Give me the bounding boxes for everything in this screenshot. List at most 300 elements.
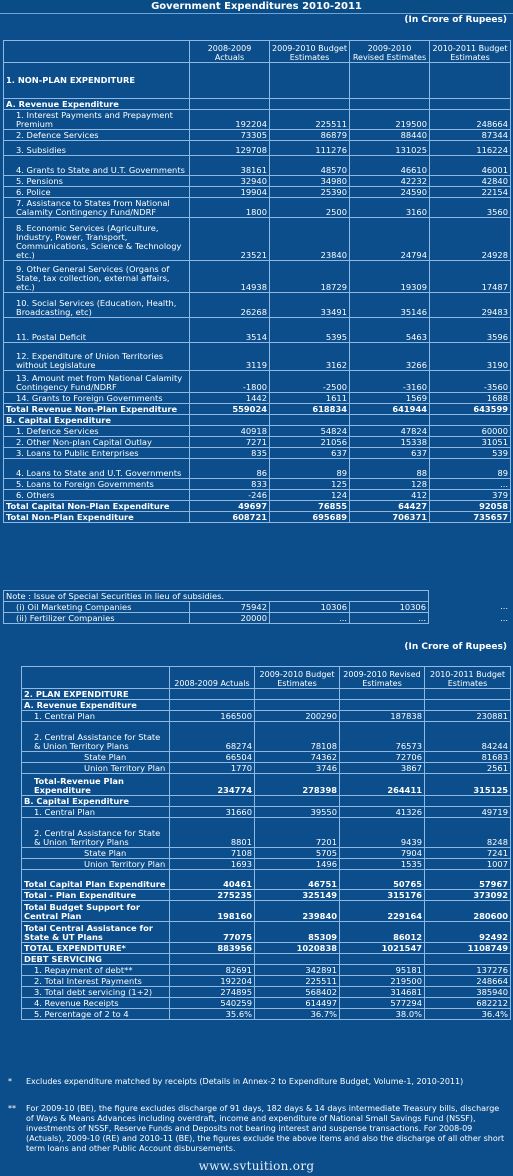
- table-row: [22, 976, 511, 987]
- cell-value: 614497: [255, 998, 340, 1009]
- cell-value: 92492: [425, 922, 511, 943]
- cell-value: 89: [270, 459, 350, 479]
- cell-value: 15338: [350, 437, 430, 448]
- cell-value: 192204: [170, 976, 255, 987]
- cell-value: 1611: [270, 393, 350, 404]
- cell-value: [255, 796, 340, 807]
- cell-value: 9439: [340, 818, 425, 848]
- cell-value: 48570: [270, 156, 350, 176]
- row-label: 2. Defence Services: [4, 130, 190, 141]
- cell-value: 385940: [425, 987, 511, 998]
- cell-value: 36.7%: [255, 1009, 340, 1020]
- cell-value: 637: [270, 448, 350, 459]
- cell-value: 42840: [430, 176, 511, 187]
- table-row: [4, 343, 511, 371]
- cell-value: 74362: [255, 752, 340, 763]
- row-label: 4. Revenue Receipts: [22, 998, 170, 1009]
- table-row: [22, 922, 511, 943]
- cell-value: 57967: [425, 870, 511, 890]
- footnote-double-star: [8, 1104, 508, 1154]
- row-label: TOTAL EXPENDITURE*: [22, 943, 170, 954]
- table-row: [22, 763, 511, 774]
- cell-value: 66504: [170, 752, 255, 763]
- cell-value: 5705: [255, 848, 340, 859]
- cell-value: 5463: [350, 318, 430, 343]
- cell-value: 229164: [340, 901, 425, 922]
- table-row: [22, 987, 511, 998]
- cell-value: 29483: [430, 293, 511, 318]
- cell-value: 3596: [430, 318, 511, 343]
- cell-value: 682212: [425, 998, 511, 1009]
- cell-value: [425, 689, 511, 700]
- row-label: 8. Economic Services (Agriculture, Industry, Power, Transport, Communications, Science & Technology etc.): [4, 218, 190, 261]
- cell-value: 35146: [350, 293, 430, 318]
- row-label: (i) Oil Marketing Companies: [4, 602, 190, 613]
- cell-value: [340, 700, 425, 711]
- cell-value: 77075: [170, 922, 255, 943]
- col-header-be-2010: 2010-2011 Budget Estimates: [425, 667, 511, 689]
- cell-value: 219500: [350, 110, 430, 130]
- cell-value: 19309: [350, 261, 430, 293]
- cell-value: 3867: [340, 763, 425, 774]
- cell-value: [430, 415, 511, 426]
- row-label: 2. PLAN EXPENDITURE: [22, 689, 170, 700]
- cell-value: 225511: [255, 976, 340, 987]
- cell-value: 248664: [430, 110, 511, 130]
- row-label: 1. Defence Services: [4, 426, 190, 437]
- cell-value: 706371: [350, 512, 430, 523]
- footnote-star: [8, 1077, 508, 1087]
- cell-value: 86012: [340, 922, 425, 943]
- cell-value: [270, 99, 350, 110]
- table-row: [22, 965, 511, 976]
- table-row: [4, 141, 511, 156]
- row-label: 10. Social Services (Education, Health, Broadcasting, etc): [4, 293, 190, 318]
- cell-value: [170, 700, 255, 711]
- table-row: [22, 818, 511, 848]
- table-row: [4, 218, 511, 261]
- cell-value: 76573: [340, 722, 425, 752]
- cell-value: 33491: [270, 293, 350, 318]
- header-blank: [22, 667, 170, 689]
- plan-table: [21, 666, 511, 1020]
- table-row: [4, 613, 429, 624]
- cell-value: 200290: [255, 711, 340, 722]
- cell-value: 41326: [340, 807, 425, 818]
- table-row: [4, 99, 511, 110]
- cell-value: 23521: [190, 218, 270, 261]
- table-row: [22, 998, 511, 1009]
- cell-value: -3560: [430, 371, 511, 393]
- special-securities-note: Note : Issue of Special Securities in lieu of subsidies.: [4, 591, 429, 602]
- table-row: [4, 293, 511, 318]
- cell-value: 36.4%: [425, 1009, 511, 1020]
- row-label: Total Revenue Non-Plan Expenditure: [4, 404, 190, 415]
- cell-value: 225511: [270, 110, 350, 130]
- table-row: [4, 176, 511, 187]
- cell-value: 60000: [430, 426, 511, 437]
- cell-value: 187838: [340, 711, 425, 722]
- cell-value: 3160: [350, 198, 430, 218]
- cell-value: 278398: [255, 774, 340, 796]
- cell-value: 1021547: [340, 943, 425, 954]
- cell-value: 274895: [170, 987, 255, 998]
- footnote-double-star-text: For 2009-10 (BE), the figure excludes discharge of 91 days, 182 days & 14 days intermediate Treasury bills, discharge of Ways & Means Advances including overdraft, income and expenditure of National Small Savings Fund (NSSF), investments of NSSF, Reserve Funds and Deposits not bearing interest and suspense transactions. For 2008-09 (Actuals), 2009-10 (RE) and 2010-11 (BE), the figures exclude the above items and also the discharge of all other short term loans and other Public Account disbursements.: [26, 1104, 505, 1153]
- cell-value: 7108: [170, 848, 255, 859]
- footnote-double-star-mark: **: [8, 1104, 16, 1113]
- cell-value: 124: [270, 490, 350, 501]
- cell-value: 46610: [350, 156, 430, 176]
- row-label: 1. Central Plan: [22, 711, 170, 722]
- col-header-be-2010: 2010-2011 Budget Estimates: [430, 41, 511, 63]
- row-label: (ii) Fertilizer Companies: [4, 613, 190, 624]
- row-label: State Plan: [22, 752, 170, 763]
- cell-value: 86: [190, 459, 270, 479]
- cell-value: 264411: [340, 774, 425, 796]
- cell-value: 695689: [270, 512, 350, 523]
- cell-value: 47824: [350, 426, 430, 437]
- row-label: Total Central Assistance for State & UT Plans: [22, 922, 170, 943]
- cell-value: 131025: [350, 141, 430, 156]
- cell-value: 1442: [190, 393, 270, 404]
- row-label: 7. Assistance to States from National Calamity Contingency Fund/NDRF: [4, 198, 190, 218]
- cell-value: 50765: [340, 870, 425, 890]
- table-row: [4, 501, 511, 512]
- cell-value: 78108: [255, 722, 340, 752]
- table-row: [22, 901, 511, 922]
- cell-value: 166500: [170, 711, 255, 722]
- cell-value: 314681: [340, 987, 425, 998]
- row-label: B. Capital Expenditure: [22, 796, 170, 807]
- cell-value: 1535: [340, 859, 425, 870]
- row-label: A. Revenue Expenditure: [4, 99, 190, 110]
- table-row: [22, 752, 511, 763]
- cell-value: [340, 954, 425, 965]
- cell-value: 540259: [170, 998, 255, 1009]
- cell-value: 198160: [170, 901, 255, 922]
- cell-value: 34980: [270, 176, 350, 187]
- table-row: [22, 943, 511, 954]
- row-label: 6. Others: [4, 490, 190, 501]
- cell-value: 38.0%: [340, 1009, 425, 1020]
- cell-value: 39550: [255, 807, 340, 818]
- special-securities-table: [3, 590, 429, 624]
- cell-value: 89: [430, 459, 511, 479]
- cell-value: 10306: [270, 602, 350, 613]
- table-row: [22, 954, 511, 965]
- cell-value: 883956: [170, 943, 255, 954]
- cell-value: 618834: [270, 404, 350, 415]
- row-label: Total - Plan Expenditure: [22, 890, 170, 901]
- row-label: 6. Police: [4, 187, 190, 198]
- cell-value: 1020838: [255, 943, 340, 954]
- table-row: [4, 448, 511, 459]
- cell-value: 81683: [425, 752, 511, 763]
- cell-value: [350, 99, 430, 110]
- cell-value: 8801: [170, 818, 255, 848]
- cell-value: 25390: [270, 187, 350, 198]
- cell-value: 88440: [350, 130, 430, 141]
- col-header-re-2009: 2009-2010 Revised Estimates: [340, 667, 425, 689]
- cell-value: 539: [430, 448, 511, 459]
- table-row: [4, 261, 511, 293]
- row-label: Total-Revenue Plan Expenditure: [22, 774, 170, 796]
- cell-value: [425, 700, 511, 711]
- cell-value: -3160: [350, 371, 430, 393]
- cell-value: -1800: [190, 371, 270, 393]
- row-label: 3. Total debt servicing (1+2): [22, 987, 170, 998]
- cell-value: 559024: [190, 404, 270, 415]
- cell-value: 1688: [430, 393, 511, 404]
- table-row: [4, 393, 511, 404]
- row-label: 14. Grants to Foreign Governments: [4, 393, 190, 404]
- cell-value: ...: [430, 479, 511, 490]
- table-row: [22, 859, 511, 870]
- cell-value: [340, 796, 425, 807]
- cell-value: 46001: [430, 156, 511, 176]
- cell-value: 2500: [270, 198, 350, 218]
- table-row: [4, 512, 511, 523]
- cell-value: 31051: [430, 437, 511, 448]
- col-header-actuals-2008: 2008-2009 Actuals: [170, 667, 255, 689]
- row-label: 4. Loans to State and U.T. Governments: [4, 459, 190, 479]
- cell-value: 88: [350, 459, 430, 479]
- cell-value: 17487: [430, 261, 511, 293]
- row-label: 2. Total Interest Payments: [22, 976, 170, 987]
- cell-value: 2561: [425, 763, 511, 774]
- cell-value: 20000: [190, 613, 270, 624]
- row-label: Union Territory Plan: [22, 859, 170, 870]
- cell-value: 1693: [170, 859, 255, 870]
- cell-value: [270, 415, 350, 426]
- table-row: [4, 110, 511, 130]
- cell-value: 24928: [430, 218, 511, 261]
- cell-value: 10306: [350, 602, 429, 613]
- cell-value: 125: [270, 479, 350, 490]
- cell-value: 18729: [270, 261, 350, 293]
- table-row: [22, 890, 511, 901]
- cell-value: 129708: [190, 141, 270, 156]
- cell-value: 85309: [255, 922, 340, 943]
- cell-value: 192204: [190, 110, 270, 130]
- cell-value: 86879: [270, 130, 350, 141]
- table-row: [22, 796, 511, 807]
- row-label: 13. Amount met from National Calamity Contingency Fund/NDRF: [4, 371, 190, 393]
- cell-value: 275235: [170, 890, 255, 901]
- cell-value: 32940: [190, 176, 270, 187]
- row-label: 5. Percentage of 2 to 4: [22, 1009, 170, 1020]
- row-label: Union Territory Plan: [22, 763, 170, 774]
- row-label: 2. Other Non-plan Capital Outlay: [4, 437, 190, 448]
- cell-value: 49719: [425, 807, 511, 818]
- cell-value: ...: [270, 613, 350, 624]
- col-header-actuals-2008: 2008-2009 Actuals: [190, 41, 270, 63]
- cell-value: [170, 954, 255, 965]
- cell-value: 40918: [190, 426, 270, 437]
- cell-value: [425, 796, 511, 807]
- row-label: Total Budget Support for Central Plan: [22, 901, 170, 922]
- cell-value: 76855: [270, 501, 350, 512]
- cell-value: 643599: [430, 404, 511, 415]
- unit-note: (In Crore of Rupees): [404, 15, 507, 25]
- cell-value: [170, 689, 255, 700]
- table-row: [4, 156, 511, 176]
- row-label: 12. Expenditure of Union Territories without Legislature: [4, 343, 190, 371]
- header-blank: [4, 41, 190, 63]
- cell-value: 128: [350, 479, 430, 490]
- cell-value: 42232: [350, 176, 430, 187]
- cell-value: 325149: [255, 890, 340, 901]
- cell-value: 72706: [340, 752, 425, 763]
- table-row: [22, 807, 511, 818]
- row-label: Total Non-Plan Expenditure: [4, 512, 190, 523]
- cell-value: 3162: [270, 343, 350, 371]
- page-title: Government Expenditures 2010-2011: [0, 0, 513, 14]
- cell-value: 315125: [425, 774, 511, 796]
- cell-value: [430, 99, 511, 110]
- row-label: 9. Other General Services (Organs of State, tax collection, external affairs, etc.): [4, 261, 190, 293]
- cell-value: [425, 954, 511, 965]
- table-row: [4, 198, 511, 218]
- table-row: [4, 426, 511, 437]
- non-plan-table: [3, 40, 511, 523]
- cell-value: 75942: [190, 602, 270, 613]
- table-row: [4, 187, 511, 198]
- cell-value: 280600: [425, 901, 511, 922]
- cell-value: [255, 954, 340, 965]
- cell-value: 1569: [350, 393, 430, 404]
- row-label: Total Capital Non-Plan Expenditure: [4, 501, 190, 512]
- cell-value: 1800: [190, 198, 270, 218]
- row-label: DEBT SERVICING: [22, 954, 170, 965]
- table-row: [22, 774, 511, 796]
- cell-value: 14938: [190, 261, 270, 293]
- cell-value: 40461: [170, 870, 255, 890]
- cell-value: 833: [190, 479, 270, 490]
- cell-value: 230881: [425, 711, 511, 722]
- unit-note-plan: (In Crore of Rupees): [404, 642, 507, 652]
- cell-value: 835: [190, 448, 270, 459]
- row-label: 5. Loans to Foreign Governments: [4, 479, 190, 490]
- row-label: 2. Central Assistance for State & Union Territory Plans: [22, 722, 170, 752]
- cell-value: [255, 689, 340, 700]
- row-label: 3. Subsidies: [4, 141, 190, 156]
- section-heading-non-plan: 1. NON-PLAN EXPENDITURE: [4, 63, 190, 99]
- cell-value: ...: [350, 613, 429, 624]
- cell-value: 46751: [255, 870, 340, 890]
- cell-value: 116224: [430, 141, 511, 156]
- cell-value: 92058: [430, 501, 511, 512]
- cell-value: [255, 700, 340, 711]
- table-row: [22, 722, 511, 752]
- cell-value: 735657: [430, 512, 511, 523]
- cell-value: 22154: [430, 187, 511, 198]
- table-row: [4, 490, 511, 501]
- cell-value: 38161: [190, 156, 270, 176]
- table-row: [4, 437, 511, 448]
- cell-value: 84244: [425, 722, 511, 752]
- cell-value: 64427: [350, 501, 430, 512]
- row-label: Total Capital Plan Expenditure: [22, 870, 170, 890]
- row-label: 5. Pensions: [4, 176, 190, 187]
- table-row: [4, 479, 511, 490]
- cell-value: 568402: [255, 987, 340, 998]
- cell-value: 26268: [190, 293, 270, 318]
- cell-value: 7904: [340, 848, 425, 859]
- cell-value: [340, 689, 425, 700]
- cell-value: 3190: [430, 343, 511, 371]
- cell-value: 54824: [270, 426, 350, 437]
- table-row: [22, 689, 511, 700]
- cell-value: 7241: [425, 848, 511, 859]
- cell-value: 1770: [170, 763, 255, 774]
- table-row: [22, 870, 511, 890]
- cell-value: 577294: [340, 998, 425, 1009]
- cell-value: [190, 415, 270, 426]
- cell-value: 24794: [350, 218, 430, 261]
- cell-value: 7201: [255, 818, 340, 848]
- cell-value: 19904: [190, 187, 270, 198]
- cell-value: 8248: [425, 818, 511, 848]
- row-label: 1. Central Plan: [22, 807, 170, 818]
- table-row: [4, 415, 511, 426]
- cell-value: 7271: [190, 437, 270, 448]
- cell-value: 5395: [270, 318, 350, 343]
- cell-value: 219500: [340, 976, 425, 987]
- footnote-star-text: Excludes expenditure matched by receipts (Details in Annex-2 to Expenditure Budget, Volume-1, 2010-2011): [26, 1077, 464, 1086]
- row-label: 2. Central Assistance for State & Union Territory Plans: [22, 818, 170, 848]
- cell-value: [350, 415, 430, 426]
- cell-value: 234774: [170, 774, 255, 796]
- cell-value: 23840: [270, 218, 350, 261]
- table-row: [22, 711, 511, 722]
- cell-value: [190, 99, 270, 110]
- cell-value: 1108749: [425, 943, 511, 954]
- table-row: [4, 459, 511, 479]
- cell-value: 641944: [350, 404, 430, 415]
- table-row: [4, 404, 511, 415]
- row-label: 3. Loans to Public Enterprises: [4, 448, 190, 459]
- cell-value: 21056: [270, 437, 350, 448]
- cell-value: 35.6%: [170, 1009, 255, 1020]
- cell-value: ...: [500, 613, 508, 623]
- table-row: [22, 700, 511, 711]
- row-label: A. Revenue Expenditure: [22, 700, 170, 711]
- cell-value: 3560: [430, 198, 511, 218]
- footnote-star-mark: *: [8, 1077, 12, 1086]
- row-label: 1. Interest Payments and Prepayment Premium: [4, 110, 190, 130]
- table-row: [4, 130, 511, 141]
- cell-value: 82691: [170, 965, 255, 976]
- cell-value: 95181: [340, 965, 425, 976]
- row-label: 1. Repayment of debt**: [22, 965, 170, 976]
- cell-value: 315176: [340, 890, 425, 901]
- cell-value: 3119: [190, 343, 270, 371]
- cell-value: 31660: [170, 807, 255, 818]
- row-label: 11. Postal Deficit: [4, 318, 190, 343]
- cell-value: 239840: [255, 901, 340, 922]
- cell-value: 49697: [190, 501, 270, 512]
- cell-value: 87344: [430, 130, 511, 141]
- table-row: [22, 1009, 511, 1020]
- cell-value: 111276: [270, 141, 350, 156]
- cell-value: ...: [500, 601, 508, 611]
- cell-value: 373092: [425, 890, 511, 901]
- row-label: B. Capital Expenditure: [4, 415, 190, 426]
- cell-value: -246: [190, 490, 270, 501]
- col-header-re-2009: 2009-2010 Revised Estimates: [350, 41, 430, 63]
- cell-value: 1496: [255, 859, 340, 870]
